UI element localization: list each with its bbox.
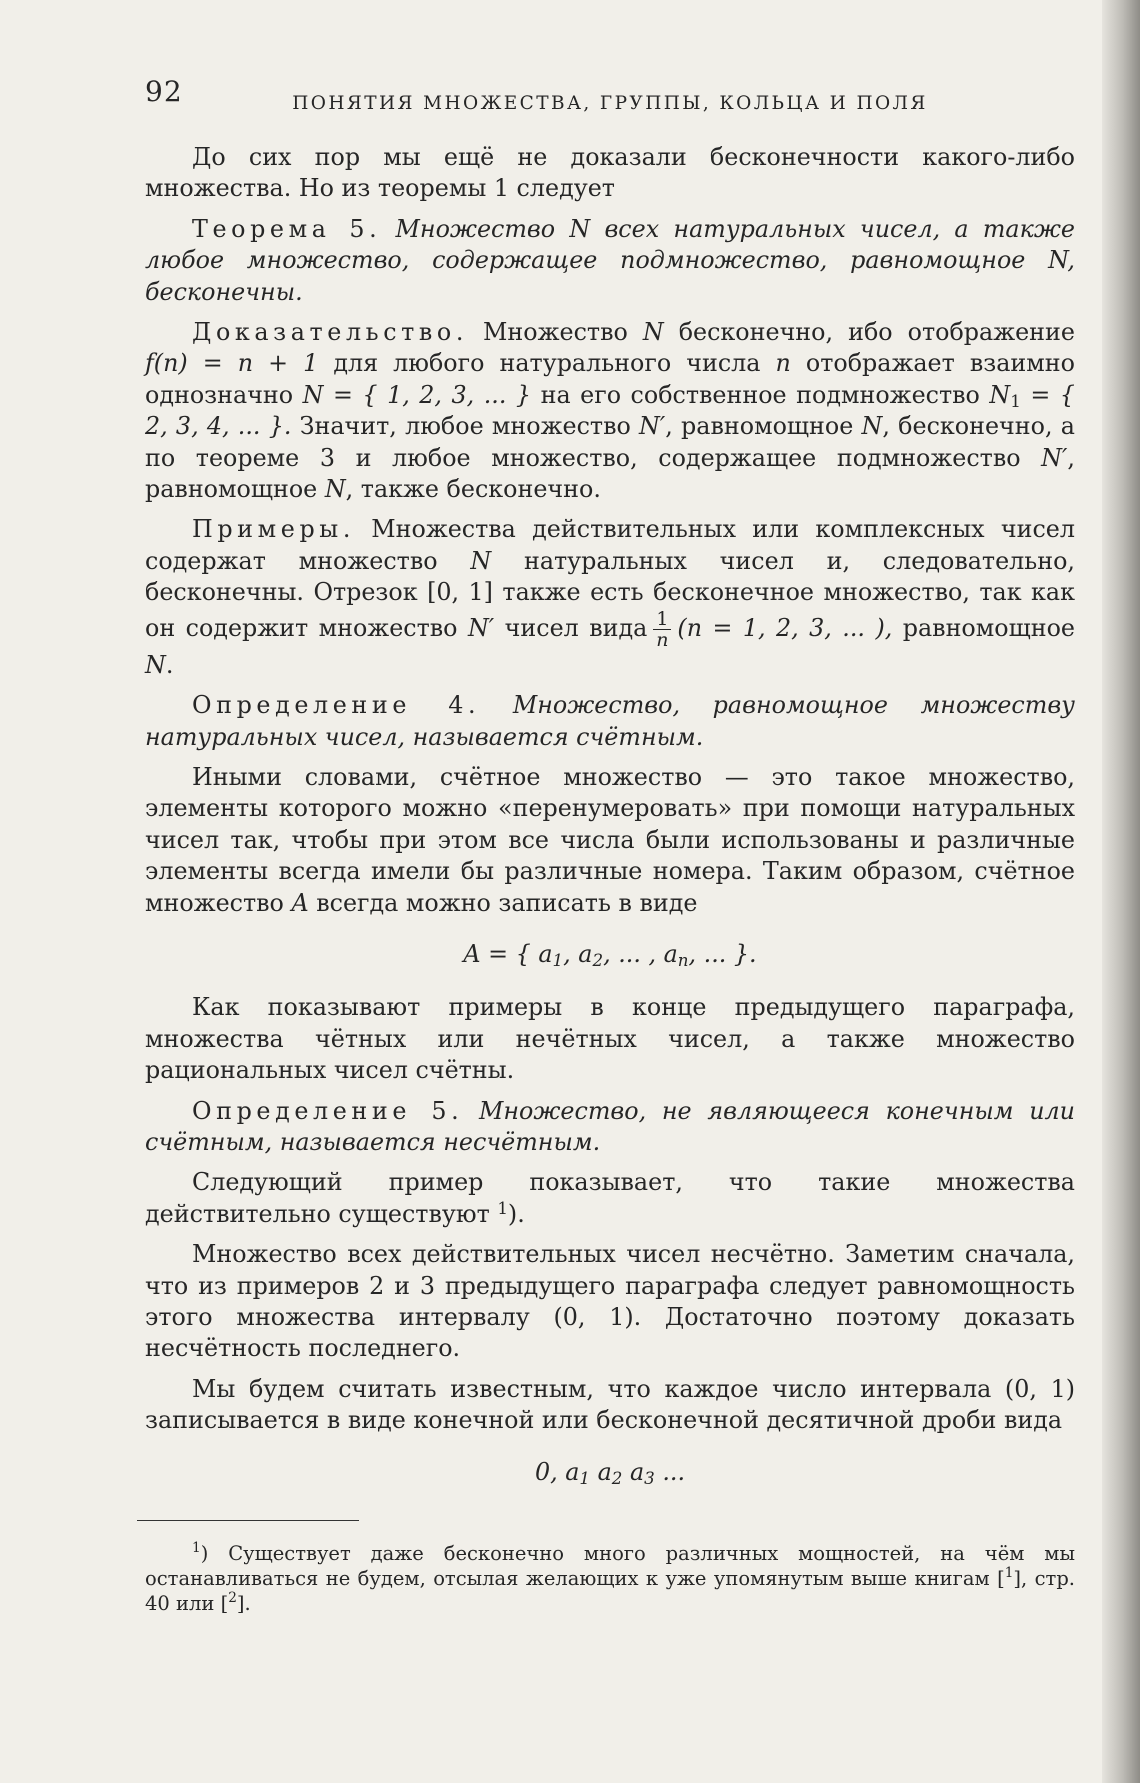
theorem-label: Теорема 5.: [192, 214, 382, 243]
examples-text: равномощное: [902, 613, 1075, 642]
subscript: 2: [592, 950, 604, 970]
citation-ref: 2: [228, 1590, 237, 1607]
paragraph-text: ).: [507, 1199, 525, 1228]
paragraph-next-example: [145, 1167, 1075, 1230]
proof-text: Множество: [483, 318, 628, 347]
math-n-range: (n = 1, 2, 3, ... ),: [677, 613, 893, 642]
math-N-prime: N′: [639, 412, 666, 441]
paragraph-text: всегда можно записать в виде: [316, 888, 698, 917]
math-N1: N: [989, 380, 1011, 409]
fraction-numerator: 1: [653, 609, 671, 630]
math-N: N: [145, 650, 166, 679]
subscript: 3: [644, 1468, 655, 1488]
examples-text: .: [165, 650, 174, 679]
math-n: n: [775, 349, 791, 378]
proof-label: Доказательство.: [192, 318, 469, 347]
subscript: 2: [611, 1468, 623, 1488]
formula-part: , ... , a: [603, 939, 678, 968]
proof-text: , также бесконечно.: [345, 475, 601, 504]
formula-part: , ... }.: [688, 939, 757, 968]
subscript: 1: [579, 1468, 591, 1488]
paragraph-decimal: Мы будем считать известным, что каждое число интервала (0, 1) записывается в виде конечной или бесконечной десятичной дроби вида: [145, 1374, 1075, 1435]
page-edge-shadow: [1102, 0, 1140, 1783]
footnote-text: ], стр. 40 или [: [145, 1567, 1075, 1616]
definition-text: Множество, не являющееся конечным или счётным, называется несчётным.: [145, 1096, 1075, 1156]
book-page: [145, 72, 1075, 1616]
theorem-text: Множество N всех натуральных чисел, а также любое множество, содержащее подмножество, равномощное N, бесконечны.: [145, 214, 1075, 306]
paragraph-in-other-words: [145, 762, 1075, 919]
proof-paragraph: [145, 317, 1075, 505]
math-N-prime: N′: [1041, 443, 1068, 472]
footnote-text: ) Существует даже бесконечно много различных мощностей, на чём мы останавливаться не будем, отсылая желающих к уже упомянутым выше книгам [: [145, 1542, 1075, 1591]
examples-label: Примеры.: [192, 515, 355, 544]
examples-text: чисел вида: [504, 613, 648, 642]
footnote-text: ].: [236, 1592, 251, 1616]
math-N: N: [861, 412, 883, 441]
math-function: f(n) = n + 1: [145, 349, 319, 378]
page-number: 92: [145, 75, 183, 108]
subscript: n: [677, 950, 689, 970]
formula-part: , a: [563, 939, 593, 968]
page-header: [145, 72, 1075, 116]
definition-4: [145, 690, 1075, 753]
definition-label: Определение 4.: [192, 691, 481, 720]
math-N: N: [470, 546, 492, 575]
definition-5: [145, 1096, 1075, 1159]
proof-text: для любого натурального числа: [333, 349, 761, 378]
math-A: A: [291, 888, 309, 917]
formula-part: a: [622, 1457, 645, 1486]
proof-text: на его собственное подмножество: [540, 380, 980, 409]
running-title: ПОНЯТИЯ МНОЖЕСТВА, ГРУППЫ, КОЛЬЦА И ПОЛЯ: [292, 93, 928, 114]
subscript: 1: [1010, 391, 1021, 411]
formula-decimal: [145, 1457, 1075, 1488]
proof-text: , бесконечно, а по теореме 3 и любое множество, содержащее подмножество: [145, 412, 1075, 472]
theorem-5: [145, 214, 1075, 308]
footnote-marker: 1: [192, 1540, 201, 1557]
formula-part: a: [590, 1457, 612, 1486]
proof-text: бесконечно, ибо отображение: [678, 318, 1075, 347]
footnote: [145, 1541, 1075, 1616]
formula-part: ...: [654, 1457, 686, 1486]
examples-text: Множества действительных или комплексных чисел содержат множество: [145, 515, 1075, 575]
proof-text: , равномощное: [145, 443, 1075, 504]
proof-text: , равномощное: [665, 412, 854, 441]
proof-text: Значит, любое множество: [299, 412, 631, 441]
paragraph-prev-examples: Как показывают примеры в конце предыдущего параграфа, множества чётных или нечётных чисел, а также множество рациональных чисел счётны.: [145, 993, 1075, 1085]
math-N: N: [324, 475, 346, 504]
math-set-N1: = { 2, 3, 4, ... }.: [145, 380, 1075, 441]
math-set-N: N = { 1, 2, 3, ... }: [302, 380, 532, 409]
examples-text: натуральных чисел и, следовательно, бесконечны. Отрезок [0, 1] также есть бесконечное множество, так как он содержит множество: [145, 546, 1075, 642]
examples-paragraph: [145, 514, 1075, 681]
fraction-denominator: n: [656, 628, 669, 651]
math-N: N: [642, 318, 664, 347]
definition-text: Множество, равномощное множеству натуральных чисел, называется счётным.: [145, 691, 1075, 751]
formula-part: 0, a: [534, 1457, 580, 1486]
citation-ref: 1: [1004, 1565, 1014, 1582]
paragraph-text: Иными словами, счётное множество — это такое множество, элементы которого можно «перенумеровать» при помощи натуральных чисел так, чтобы при этом все числа были использованы и различные элементы всегда имели бы различные номера. Таким образом, счётное множество: [145, 762, 1075, 917]
math-N-prime: N′: [467, 613, 495, 642]
paragraph-text: Следующий пример показывает, что такие множества действительно существуют: [145, 1168, 1075, 1228]
footnote-divider: [137, 1520, 359, 1521]
subscript: 1: [552, 950, 564, 970]
formula-part: A = { a: [463, 939, 553, 968]
definition-label: Определение 5.: [192, 1096, 464, 1125]
fraction-one-over-n: [653, 609, 671, 650]
paragraph-reals: Множество всех действительных чисел несчётно. Заметим сначала, что из примеров 2 и 3 предыдущего параграфа следует равномощность этого множества интервалу (0, 1). Достаточно поэтому доказать несчётность последнего.: [145, 1240, 1075, 1363]
paragraph-intro: До сих пор мы ещё не доказали бесконечности какого-либо множества. Но из теоремы 1 следует: [145, 143, 1075, 203]
footnote-reference: 1: [497, 1198, 508, 1218]
formula-countable-set: [145, 939, 1075, 970]
proof-text: отображает взаимно однозначно: [145, 349, 1075, 409]
